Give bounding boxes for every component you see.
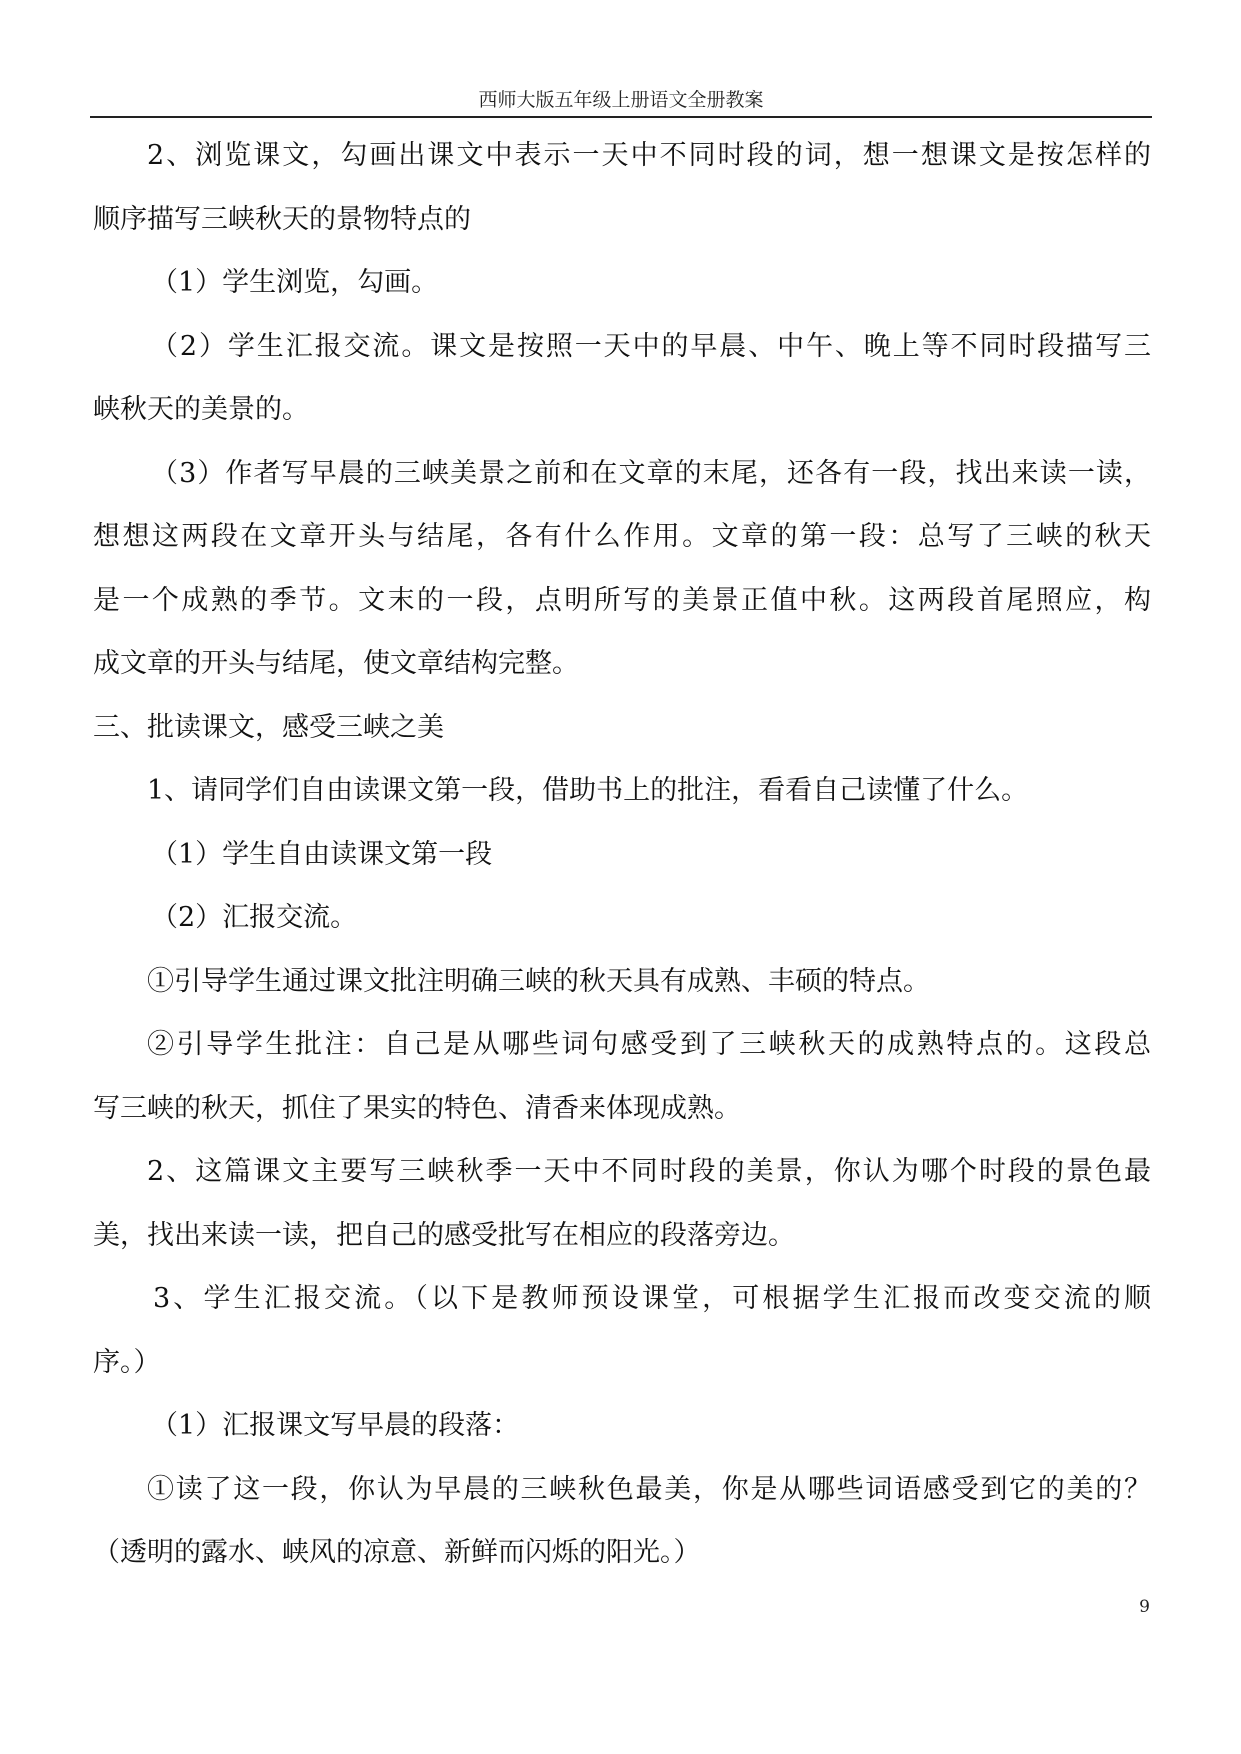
- document-body: [93, 124, 1151, 1585]
- text-line: （2）学生汇报交流。课文是按照一天中的早晨、中午、晚上等不同时段描写三: [151, 330, 1151, 362]
- text-line: ①引导学生通过课文批注明确三峡的秋天具有成熟、丰硕的特点。: [147, 965, 930, 997]
- text-line: （透明的露水、峡风的凉意、新鲜而闪烁的阳光。）: [93, 1537, 701, 1568]
- text-line: 序。）: [93, 1346, 161, 1378]
- page-number: 9: [1139, 1597, 1150, 1617]
- text-line: 3、学生汇报交流。（以下是教师预设课堂，可根据学生汇报而改变交流的顺: [153, 1283, 1151, 1314]
- header-title: 西师大版五年级上册语文全册教案: [478, 89, 764, 111]
- text-line: 峡秋天的美景的。: [93, 394, 309, 425]
- section-heading: 三、批读课文，感受三峡之美: [93, 711, 444, 743]
- text-line: 写三峡的秋天，抓住了果实的特色、清香来体现成熟。: [93, 1092, 741, 1124]
- running-header: [90, 88, 1152, 118]
- text-line: 是一个成熟的季节。文末的一段，点明所写的美景正值中秋。这两段首尾照应，构: [93, 584, 1151, 616]
- text-line: ②引导学生批注：自己是从哪些词句感受到了三峡秋天的成熟特点的。这段总: [147, 1029, 1151, 1060]
- text-line: 2、浏览课文，勾画出课文中表示一天中不同时段的词，想一想课文是按怎样的: [147, 140, 1151, 171]
- text-line: （3）作者写早晨的三峡美景之前和在文章的末尾，还各有一段，找出来读一读，: [151, 457, 1151, 489]
- text-line: 美，找出来读一读，把自己的感受批写在相应的段落旁边。: [93, 1219, 795, 1251]
- text-line: ①读了这一段，你认为早晨的三峡秋色最美，你是从哪些词语感受到它的美的？: [147, 1473, 1151, 1505]
- text-line: 顺序描写三峡秋天的景物特点的: [93, 203, 471, 235]
- text-line: （1）学生浏览，勾画。: [151, 267, 439, 298]
- text-line: （2）汇报交流。: [151, 902, 358, 933]
- text-line: 成文章的开头与结尾，使文章结构完整。: [93, 648, 579, 679]
- text-line: 2、这篇课文主要写三峡秋季一天中不同时段的美景，你认为哪个时段的景色最: [147, 1156, 1151, 1187]
- text-line: 1、请同学们自由读课文第一段，借助书上的批注，看看自己读懂了什么。: [147, 775, 1029, 806]
- text-line: （1）学生自由读课文第一段: [151, 838, 493, 870]
- text-line: （1）汇报课文写早晨的段落：: [151, 1410, 520, 1441]
- text-line: 想想这两段在文章开头与结尾，各有什么作用。文章的第一段：总写了三峡的秋天: [93, 521, 1151, 552]
